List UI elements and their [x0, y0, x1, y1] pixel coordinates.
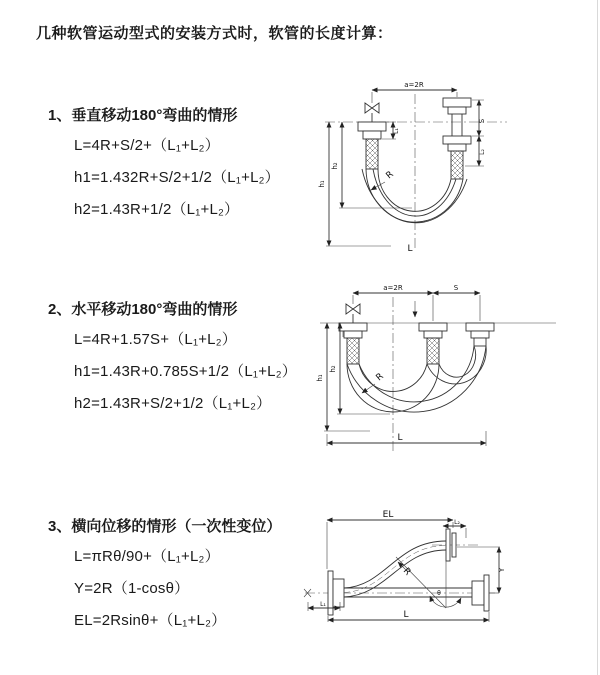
- radius-line: [396, 557, 446, 608]
- dim-span: [372, 81, 457, 97]
- dim-length: [328, 610, 489, 622]
- dim-label-length: L: [397, 433, 403, 443]
- formula-line: EL=2Rsinθ+（L₁+L₂）: [74, 612, 227, 629]
- formula-line: h1=1.432R+S/2+1/2（L₁+L₂）: [74, 169, 280, 186]
- section-1-formulas: [74, 130, 280, 226]
- flange-collar: [424, 331, 442, 338]
- dim-label-el: EL: [382, 510, 394, 520]
- dim-label-l2: L₂: [454, 519, 460, 526]
- extension-line: [472, 100, 484, 136]
- formula-line: h1=1.43R+0.785S+1/2（L₁+L₂）: [74, 363, 297, 380]
- section-3-heading: 3、横向位移的情形（一次性变位）: [48, 518, 282, 535]
- dim-label-l2: L₂: [479, 149, 486, 155]
- dim-label-span: a=2R: [404, 81, 424, 89]
- dim-height-outer: [316, 323, 370, 431]
- horizontal-bend-diagram: [312, 283, 564, 458]
- hose-edge: [344, 541, 446, 588]
- flange-collar: [448, 107, 466, 114]
- section-3-formulas: [74, 541, 226, 637]
- middle-fitting: [419, 323, 447, 364]
- hose-edge: [344, 550, 446, 597]
- dim-label-radius: R: [384, 169, 396, 182]
- angle-arc: [430, 596, 461, 607]
- flange-collar: [344, 331, 362, 338]
- flange-collar: [471, 331, 489, 338]
- formula-line: Y=2R（1-cosθ）: [74, 580, 190, 597]
- dim-label-h2: h₂: [331, 162, 339, 170]
- formula-line: L=4R+1.57S+（L₁+L₂）: [74, 331, 237, 348]
- dim-label-theta: θ: [437, 590, 441, 597]
- dim-label-length: L: [403, 610, 409, 620]
- left-fitting: [358, 122, 386, 169]
- braided-section: [347, 338, 359, 364]
- flange-collar: [363, 131, 381, 139]
- dim-label-radius: R: [374, 371, 386, 384]
- braided-section: [366, 139, 378, 169]
- dim-label-span: a=2R: [383, 284, 403, 292]
- dim-travel: [433, 284, 480, 293]
- dim-label-h1: h₁: [318, 180, 326, 188]
- dim-label-h2: h₂: [329, 365, 337, 373]
- page-title: 几种软管运动型式的安装方式时，软管的长度计算：: [36, 25, 393, 42]
- dim-label-h1: h₁: [316, 374, 324, 382]
- flange-plate: [339, 323, 367, 331]
- flange-plate: [446, 529, 450, 561]
- flange-plate: [466, 323, 494, 331]
- vertical-bend-diagram: [315, 78, 565, 253]
- leader-line: [362, 384, 375, 393]
- valve-icon: [346, 295, 360, 323]
- dim-length: [327, 431, 486, 446]
- dim-label-travel: S: [478, 118, 486, 124]
- dim-label-y: Y: [498, 567, 506, 573]
- flange-collar: [472, 581, 484, 605]
- formula-line: L=4R+S/2+（L₁+L₂）: [74, 137, 220, 154]
- right-fitting: [466, 323, 494, 346]
- dim-extended-length: [327, 510, 453, 569]
- braided-section: [451, 151, 463, 179]
- flange-plate: [443, 98, 471, 107]
- dim-label-radius: R: [400, 566, 413, 578]
- extension-line: [327, 522, 453, 569]
- section-1-heading: 1、垂直移动180°弯曲的情形: [48, 107, 238, 124]
- dim-label-length: L: [407, 244, 413, 253]
- leader-line: [371, 182, 385, 190]
- formula-line: h2=1.43R+1/2（L₁+L₂）: [74, 201, 240, 218]
- section-2-formulas: [74, 324, 297, 420]
- valve-body: [365, 103, 379, 113]
- dim-span: [353, 284, 433, 293]
- formula-line: h2=1.43R+S/2+1/2（L₁+L₂）: [74, 395, 272, 412]
- right-fitting: [443, 98, 471, 179]
- section-2-heading: 2、水平移动180°弯曲的情形: [48, 301, 238, 318]
- right-fitting: [472, 575, 499, 611]
- pipe-stem: [452, 114, 462, 136]
- flange-collar: [448, 144, 466, 151]
- braided-section: [427, 338, 439, 364]
- dim-travel: [472, 100, 486, 136]
- left-fitting: [339, 323, 367, 364]
- flange-collar: [333, 579, 344, 607]
- extension-line: [433, 295, 480, 321]
- hose-displaced-position: [344, 541, 446, 597]
- radius-callout: [371, 170, 396, 190]
- flange-plate: [358, 122, 386, 131]
- valve-icon: [365, 92, 379, 122]
- flange-plate: [484, 575, 489, 611]
- lateral-displacement-diagram: [300, 505, 600, 645]
- flange-plate: [419, 323, 447, 331]
- fitting-stub: [474, 338, 486, 346]
- valve-body: [346, 304, 360, 314]
- hose-arcs: [347, 346, 486, 412]
- dim-label-l1: L₁: [393, 128, 400, 134]
- dim-label-travel: S: [453, 284, 459, 292]
- flange-plate: [452, 533, 456, 557]
- dim-label-l1: L₁: [320, 601, 326, 608]
- flange-plate: [443, 136, 471, 144]
- formula-line: L=πRθ/90+（L₁+L₂）: [74, 548, 220, 565]
- extension-line: [327, 431, 486, 446]
